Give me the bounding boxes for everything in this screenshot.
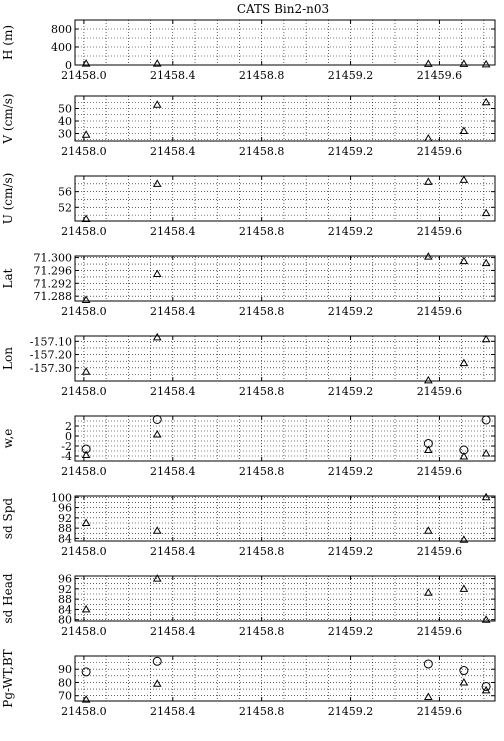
x-tick-label: 21458.0 <box>61 69 107 82</box>
x-tick-label: 21458.4 <box>150 145 196 158</box>
x-tick-label: 21459.2 <box>327 385 374 398</box>
y-tick-label: 400 <box>51 41 72 54</box>
x-tick-label: 21458.0 <box>61 545 107 558</box>
x-tick-label: 21458.0 <box>61 625 107 638</box>
y-axis-label: U (cm/s) <box>1 172 15 225</box>
x-tick-label: 21458.4 <box>150 385 196 398</box>
y-tick-label: 30 <box>58 127 72 141</box>
x-tick-label: 21459.6 <box>416 385 463 398</box>
x-tick-label: 21458.8 <box>238 69 285 82</box>
y-tick-label: 80 <box>58 676 72 690</box>
x-tick-label: 21459.2 <box>327 305 374 318</box>
y-tick-label: 96 <box>58 501 72 515</box>
panel-6 <box>1 416 495 479</box>
x-tick-label: 21458.4 <box>150 625 196 638</box>
panel-2 <box>1 93 495 158</box>
data-point-triangle <box>154 180 161 186</box>
y-tick-label: -157.30 <box>29 361 72 375</box>
y-tick-label: 92 <box>58 582 72 596</box>
plot-frame <box>75 176 495 221</box>
x-tick-label: 21459.6 <box>416 545 463 558</box>
y-tick-label: 90 <box>58 663 72 677</box>
x-tick-label: 21459.2 <box>327 225 374 238</box>
plot-frame <box>75 96 495 141</box>
x-tick-label: 21459.2 <box>327 145 374 158</box>
x-tick-label: 21458.8 <box>238 145 285 158</box>
y-tick-label: 71.300 <box>33 251 72 265</box>
y-tick-label: 50 <box>58 102 72 116</box>
y-tick-label: -157.20 <box>29 348 72 362</box>
y-tick-label: 84 <box>58 532 72 546</box>
y-tick-label: 84 <box>58 603 72 617</box>
x-tick-label: 21459.2 <box>327 705 374 718</box>
y-tick-label: 71.292 <box>33 277 72 291</box>
panel-1 <box>1 20 495 82</box>
data-point-circle <box>482 416 490 424</box>
data-point-triangle <box>425 135 432 141</box>
data-point-triangle <box>425 694 432 700</box>
data-point-triangle <box>425 377 432 383</box>
panel-8 <box>1 573 495 638</box>
y-tick-label: 2 <box>65 420 72 433</box>
y-axis-label: w,e <box>1 428 15 449</box>
plot-frame <box>75 576 495 621</box>
y-tick-label: 80 <box>58 613 72 627</box>
x-tick-label: 21458.0 <box>61 385 107 398</box>
data-point-circle <box>82 668 90 676</box>
x-tick-label: 21459.6 <box>416 625 463 638</box>
x-tick-label: 21458.8 <box>238 385 285 398</box>
x-tick-label: 21459.6 <box>416 465 463 478</box>
x-tick-label: 21458.0 <box>61 465 107 478</box>
y-tick-label: 88 <box>58 593 72 607</box>
y-tick-label: 100 <box>51 491 72 505</box>
y-axis-label: Lat <box>1 268 15 289</box>
data-point-triangle <box>425 527 432 533</box>
plot-frame <box>75 496 495 541</box>
x-tick-label: 21458.0 <box>61 705 107 718</box>
x-tick-label: 21459.6 <box>416 705 463 718</box>
x-tick-label: 21458.0 <box>61 225 107 238</box>
data-point-triangle <box>425 589 432 595</box>
y-axis-label: sd Head <box>1 573 15 624</box>
y-tick-label: 70 <box>58 689 72 703</box>
plot-frame <box>75 20 495 65</box>
data-point-triangle <box>460 258 467 264</box>
y-axis-label: sd Spd <box>1 497 15 540</box>
data-point-circle <box>460 667 468 675</box>
y-tick-label: 40 <box>58 115 72 128</box>
x-tick-label: 21458.8 <box>238 545 285 558</box>
y-axis-label: Lon <box>1 347 15 370</box>
y-tick-label: 56 <box>58 185 72 199</box>
x-tick-label: 21458.0 <box>61 305 107 318</box>
y-axis-label: Pg-WT,BT <box>1 649 15 708</box>
y-tick-label: 71.296 <box>33 264 72 278</box>
data-point-triangle <box>154 271 161 277</box>
x-tick-label: 21459.2 <box>327 69 374 82</box>
x-tick-label: 21459.6 <box>416 145 463 158</box>
y-axis-label: H (m) <box>1 24 15 61</box>
x-tick-label: 21458.4 <box>150 465 196 478</box>
y-tick-label: 88 <box>58 522 72 536</box>
data-point-triangle <box>483 61 490 67</box>
y-tick-label: 0 <box>65 59 72 72</box>
panel-9 <box>1 649 495 718</box>
y-axis-label: V (cm/s) <box>1 93 15 144</box>
x-tick-label: 21458.8 <box>238 465 285 478</box>
x-tick-label: 21459.2 <box>327 545 374 558</box>
panel-3 <box>1 173 495 238</box>
x-tick-label: 21458.4 <box>150 305 196 318</box>
data-point-triangle <box>154 680 161 686</box>
plot-frame <box>75 416 495 461</box>
panel-7 <box>1 491 495 558</box>
x-tick-label: 21458.4 <box>150 705 196 718</box>
x-tick-label: 21458.0 <box>61 145 107 158</box>
x-tick-label: 21458.8 <box>238 625 285 638</box>
x-tick-label: 21458.4 <box>150 545 196 558</box>
y-tick-label: -4 <box>61 450 72 463</box>
x-tick-label: 21459.2 <box>327 625 374 638</box>
y-tick-label: -2 <box>61 440 72 453</box>
y-tick-label: 0 <box>65 430 72 443</box>
x-tick-label: 21459.2 <box>327 465 374 478</box>
data-point-triangle <box>460 128 467 134</box>
x-tick-label: 21459.6 <box>416 225 463 238</box>
x-tick-label: 21458.8 <box>238 225 285 238</box>
figure-title: CATS Bin2-n03 <box>236 2 330 16</box>
x-tick-label: 21459.6 <box>416 69 463 82</box>
x-tick-label: 21458.4 <box>150 225 196 238</box>
data-point-triangle <box>425 178 432 184</box>
panel-5 <box>1 334 495 398</box>
x-tick-label: 21459.6 <box>416 305 463 318</box>
y-tick-label: 92 <box>58 511 72 525</box>
y-tick-label: 52 <box>58 201 72 215</box>
x-tick-label: 21458.8 <box>238 305 285 318</box>
x-tick-label: 21458.4 <box>150 69 196 82</box>
panel-4 <box>1 252 495 318</box>
y-tick-label: 71.288 <box>33 290 72 304</box>
y-tick-label: -157.10 <box>29 335 72 349</box>
data-point-circle <box>153 657 161 665</box>
plot-frame <box>75 256 495 301</box>
data-point-circle <box>424 660 432 668</box>
data-point-triangle <box>460 679 467 685</box>
data-point-circle <box>153 416 161 424</box>
data-point-triangle <box>154 431 161 437</box>
x-tick-label: 21458.8 <box>238 705 285 718</box>
data-point-triangle <box>154 334 161 340</box>
y-tick-label: 800 <box>51 23 72 36</box>
y-tick-label: 96 <box>58 572 72 586</box>
